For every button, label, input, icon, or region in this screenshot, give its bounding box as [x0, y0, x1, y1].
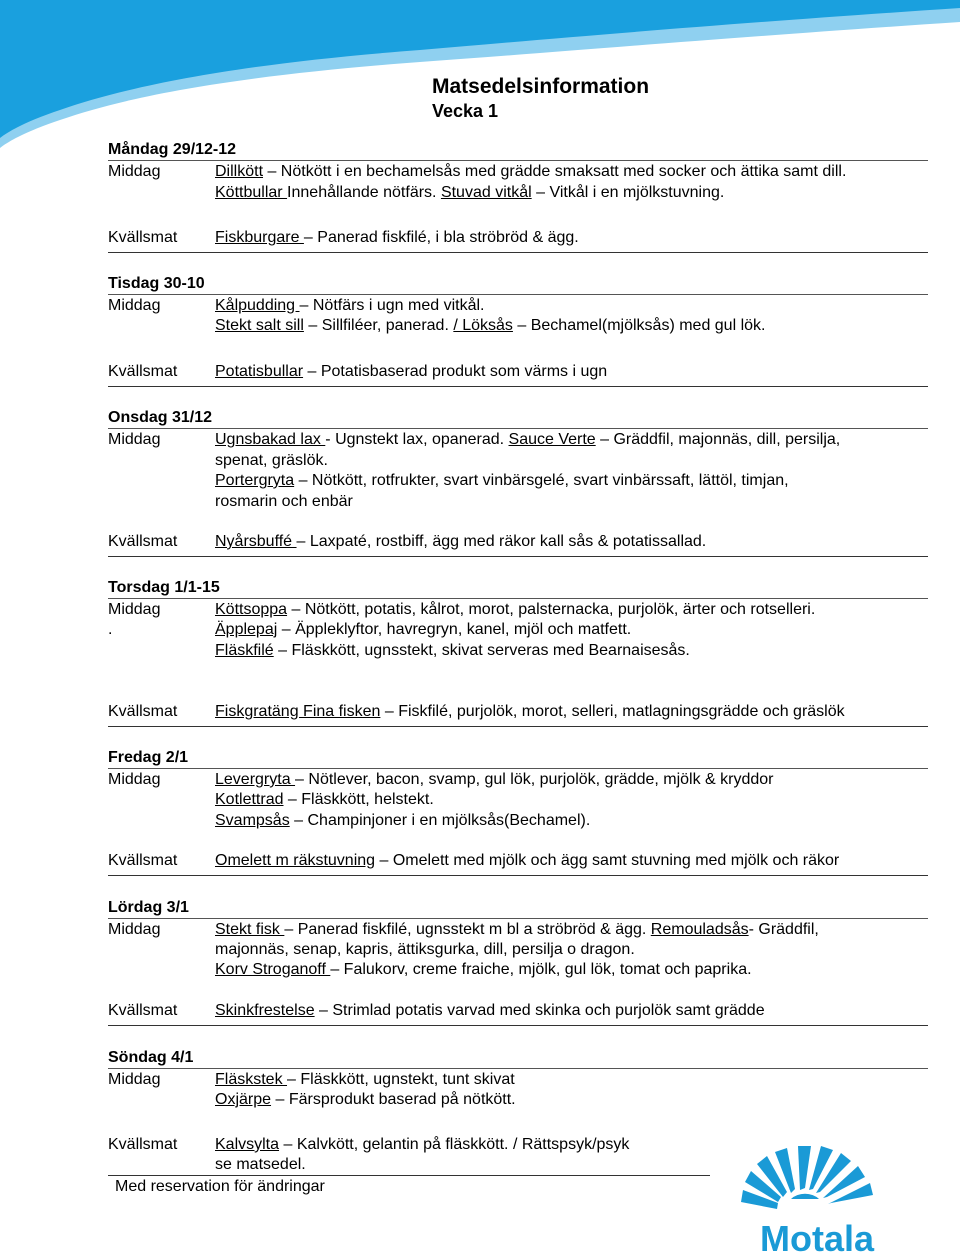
dish-name: Fläskfilé	[215, 642, 274, 659]
dish-description: - Gräddfil,	[748, 921, 819, 938]
menu-line	[215, 183, 920, 204]
dish-name: Kalvsylta	[215, 1136, 280, 1153]
lunch-label: Middag	[108, 921, 161, 938]
menu-line	[215, 451, 920, 472]
dish-name: Nyårsbuffé	[215, 533, 297, 550]
divider	[108, 875, 928, 876]
divider	[108, 1175, 710, 1176]
menu-line	[215, 471, 920, 492]
menu-line	[215, 920, 920, 941]
dish-name: Kotlettrad	[215, 791, 284, 808]
dish-description: – Gräddfil, majonnäs, dill, persilja,	[595, 431, 841, 448]
reservation-note: Med reservation för ändringar	[115, 1178, 325, 1195]
dish-name: Stekt fisk	[215, 921, 285, 938]
lunch-label: Middag	[108, 431, 161, 448]
dinner-label: Kvällsmat	[108, 1136, 178, 1153]
dish-description: – Äppleklyftor, havregryn, kanel, mjöl och matfett.	[277, 621, 632, 638]
dish-name: Köttsoppa	[215, 601, 288, 618]
lunch-label: Middag	[108, 771, 161, 788]
divider	[108, 1025, 928, 1026]
dish-name: Korv Stroganoff	[215, 961, 331, 978]
dish-name: Levergryta	[215, 771, 296, 788]
dish-description: – Nötfärs i ugn med vitkål.	[299, 297, 485, 314]
menu-line	[215, 162, 920, 183]
motala-logo	[735, 1135, 900, 1257]
dish-description: – Panerad fiskfilé, ugnsstekt m bl a ströbröd & ägg.	[284, 921, 651, 938]
week-label: Vecka 1	[432, 101, 499, 121]
lunch-label: Middag	[108, 601, 161, 618]
dish-description: – Laxpaté, rostbiff, ägg med räkor kall sås & potatissallad.	[296, 533, 707, 550]
dish-name: Äpplepaj	[215, 621, 278, 638]
menu-line	[215, 1001, 920, 1022]
menu-line	[215, 1070, 920, 1091]
divider	[108, 556, 928, 557]
logo-text: Motala	[759, 1218, 875, 1257]
dinner-label: Kvällsmat	[108, 1002, 178, 1019]
menu-line	[215, 362, 920, 383]
dot-marker: .	[108, 621, 113, 638]
dish-description: - Ugnstekt lax, opanerad.	[325, 431, 509, 448]
dinner-label: Kvällsmat	[108, 363, 178, 380]
menu-line	[215, 960, 920, 981]
day-heading-friday: Fredag 2/1	[108, 749, 189, 766]
day-heading-thursday: Torsdag 1/1-15	[108, 579, 220, 596]
lunch-label: Middag	[108, 1071, 161, 1088]
dish-name: Dillkött	[215, 163, 264, 180]
day-heading-tuesday: Tisdag 30-10	[108, 275, 205, 292]
menu-line	[215, 228, 920, 249]
dish-description: – Nötkött i en bechamelsås med grädde smaksatt med socker och ättika samt dill.	[263, 163, 847, 180]
divider	[108, 1068, 928, 1069]
dinner-label: Kvällsmat	[108, 229, 178, 246]
menu-line	[215, 620, 920, 641]
dish-name: / Löksås	[453, 317, 513, 334]
dish-name: Svampsås	[215, 812, 290, 829]
dish-description: rosmarin och enbär	[215, 493, 353, 510]
divider	[108, 598, 928, 599]
dish-description: – Falukorv, creme fraiche, mjölk, gul lök, tomat och paprika.	[330, 961, 752, 978]
dish-description: – Fiskfilé, purjolök, morot, selleri, matlagningsgrädde och gräslök	[380, 703, 845, 720]
dish-name: Skinkfrestelse	[215, 1002, 315, 1019]
dish-name: Portergryta	[215, 472, 295, 489]
dish-description: – Champinjoner i en mjölksås(Bechamel).	[289, 812, 591, 829]
dish-description: spenat, gräslök.	[215, 452, 328, 469]
dish-name: Sauce Verte	[508, 431, 596, 448]
dish-description: – Fläskkött, helstekt.	[283, 791, 434, 808]
dish-name: Fiskgratäng Fina fisken	[215, 703, 381, 720]
divider	[108, 428, 928, 429]
menu-line	[215, 770, 920, 791]
dish-name: Fiskburgare	[215, 229, 304, 246]
menu-line	[215, 811, 920, 832]
dish-description: – Potatisbaserad produkt som värms i ugn	[303, 363, 608, 380]
dish-name: Kålpudding	[215, 297, 300, 314]
day-heading-saturday: Lördag 3/1	[108, 899, 189, 916]
divider	[108, 726, 928, 727]
page-title: Matsedelsinformation	[432, 75, 650, 98]
menu-line	[215, 492, 920, 513]
dish-name: Köttbullar	[215, 184, 288, 201]
lunch-label: Middag	[108, 163, 161, 180]
dish-description: – Nötlever, bacon, svamp, gul lök, purjolök, grädde, mjölk & kryddor	[295, 771, 774, 788]
dish-description: – Nötkött, rotfrukter, svart vinbärsgelé, svart vinbärssaft, lättöl, timjan,	[294, 472, 789, 489]
dish-description: – Strimlad potatis varvad med skinka och purjolök samt grädde	[314, 1002, 765, 1019]
fan-icon	[741, 1146, 873, 1209]
menu-line	[215, 851, 927, 872]
dish-description: – Omelett med mjölk och ägg samt stuvning med mjölk och räkor	[375, 852, 840, 869]
day-heading-wednesday: Onsdag 31/12	[108, 409, 213, 426]
dinner-label: Kvällsmat	[108, 852, 178, 869]
menu-line	[215, 316, 920, 337]
dish-name: Oxjärpe	[215, 1091, 272, 1108]
dish-description: se matsedel.	[215, 1156, 306, 1173]
dish-description: – Kalvkött, gelantin på fläskkött. / Rättspsyk/psyk	[279, 1136, 630, 1153]
divider	[108, 252, 928, 253]
day-heading-sunday: Söndag 4/1	[108, 1049, 194, 1066]
dinner-label: Kvällsmat	[108, 533, 178, 550]
dish-name: Remouladsås	[650, 921, 749, 938]
dish-description: – Bechamel(mjölksås) med gul lök.	[512, 317, 766, 334]
divider	[108, 160, 928, 161]
dish-description: – Sillfiléer, panerad.	[303, 317, 454, 334]
day-heading-monday: Måndag 29/12-12	[108, 141, 237, 158]
menu-line	[215, 600, 927, 621]
dish-name: Potatisbullar	[215, 363, 304, 380]
dish-name: Fläskstek	[215, 1071, 288, 1088]
menu-line	[215, 702, 927, 723]
dish-description: – Fläskkött, ugnstekt, tunt skivat	[287, 1071, 515, 1088]
menu-line	[215, 430, 927, 451]
dish-description: – Panerad fiskfilé, i bla ströbröd & ägg.	[303, 229, 579, 246]
divider	[108, 386, 928, 387]
dinner-label: Kvällsmat	[108, 703, 178, 720]
dish-name: Stuvad vitkål	[440, 184, 532, 201]
dish-name: Ugnsbakad lax	[215, 431, 326, 448]
divider	[108, 918, 928, 919]
dish-name: Omelett m räkstuvning	[215, 852, 376, 869]
dish-description: majonnäs, senap, kapris, ättiksgurka, dill, persilja o dragon.	[215, 941, 635, 958]
dish-description: – Vitkål i en mjölkstuvning.	[531, 184, 725, 201]
menu-line	[215, 1090, 920, 1111]
dish-description: Innehållande nötfärs.	[287, 184, 441, 201]
lunch-label: Middag	[108, 297, 161, 314]
menu-line	[215, 641, 920, 662]
menu-line	[215, 532, 920, 553]
menu-line	[215, 296, 920, 317]
dish-description: – Fläskkött, ugnsstekt, skivat serveras med Bearnaisesås.	[273, 642, 690, 659]
menu-line	[215, 790, 920, 811]
menu-line	[215, 940, 920, 961]
dish-name: Stekt salt sill	[215, 317, 304, 334]
divider	[108, 768, 928, 769]
divider	[108, 294, 928, 295]
dish-description: – Färsprodukt baserad på nötkött.	[271, 1091, 516, 1108]
dish-description: – Nötkött, potatis, kålrot, morot, palsternacka, purjolök, ärter och rotselleri.	[287, 601, 816, 618]
